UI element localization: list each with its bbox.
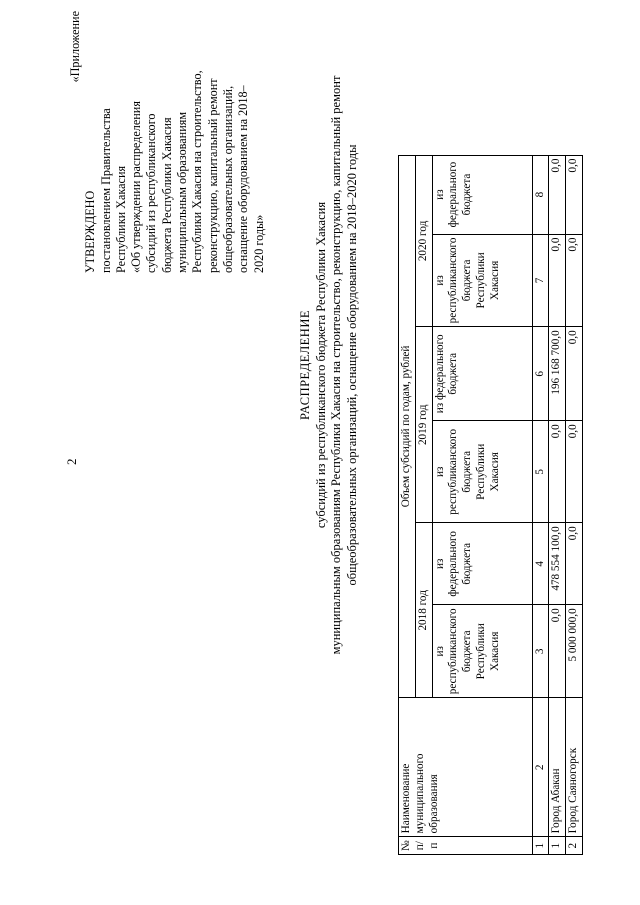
approved-label: УТВЕРЖДЕНО xyxy=(83,190,98,273)
header-year-2018: 2018 год xyxy=(415,523,432,698)
value-cell: 5 000 000,0 xyxy=(566,605,583,698)
column-number: 2 xyxy=(532,698,549,837)
value-cell: 0,0 xyxy=(549,234,566,327)
value-cell: 0,0 xyxy=(566,523,583,605)
value-cell: 0,0 xyxy=(566,327,583,421)
value-cell: 0,0 xyxy=(549,421,566,523)
title-line: общеобразовательных организаций, оснащение оборудованием на 2018–2020 годы xyxy=(344,144,359,586)
value-cell: 478 554 100,0 xyxy=(549,523,566,605)
value-cell: 0,0 xyxy=(549,605,566,698)
subheader-federal: из федерального бюджета xyxy=(432,327,532,421)
approval-line: «Об утверждении распределения xyxy=(129,101,144,273)
column-number: 1 xyxy=(532,837,549,855)
subheader-republican: из республиканского бюджета Республики Хакасия xyxy=(432,421,532,523)
subsidy-table xyxy=(398,155,583,855)
value-cell: 0,0 xyxy=(566,234,583,327)
approval-line: муниципальным образованиям xyxy=(175,111,190,273)
header-name: Наименование муниципального образования xyxy=(399,698,533,837)
table-row xyxy=(549,155,566,854)
header-volume: Объем субсидий по годам, рублей xyxy=(399,155,416,698)
header-year-2019: 2019 год xyxy=(415,327,432,523)
title-line: субсидий из республиканского бюджета Республики Хакасия xyxy=(313,201,328,529)
municipality-name: Город Саяногорск xyxy=(566,698,583,837)
subheader-federal: из федерального бюджета xyxy=(432,155,532,234)
value-cell: 0,0 xyxy=(566,421,583,523)
row-number: 1 xyxy=(549,837,566,855)
subheader-republican: из республиканского бюджета Республики Хакасия xyxy=(432,234,532,327)
approval-line: Республики Хакасия xyxy=(113,165,128,273)
approval-block xyxy=(68,11,267,273)
column-number: 8 xyxy=(532,155,549,234)
column-number: 7 xyxy=(532,234,549,327)
subheader-federal: из федерального бюджета xyxy=(432,523,532,605)
value-cell: 196 168 700,0 xyxy=(549,327,566,421)
header-number: № п/п xyxy=(399,837,533,855)
title-line: муниципальным образованиям Республики Хакасия на строительство, реконструкцию, капитальный ремонт xyxy=(329,75,344,655)
header-year-2020: 2020 год xyxy=(415,155,432,327)
municipality-name: Город Абакан xyxy=(549,698,566,837)
title-heading: РАСПРЕДЕЛЕНИЕ xyxy=(298,310,312,421)
page-number: 2 xyxy=(64,458,79,465)
approval-line: общеобразовательных организаций, xyxy=(220,85,235,273)
approval-line: Республики Хакасия на строительство, xyxy=(190,70,205,273)
approval-line: оснащение оборудованием на 2018– xyxy=(236,85,251,273)
document-title xyxy=(298,0,360,755)
column-number: 6 xyxy=(532,327,549,421)
appendix-label: «Приложение xyxy=(68,11,82,83)
approval-line: субсидий из республиканского xyxy=(144,113,159,273)
subheader-republican: из республиканского бюджета Республики Хакасия xyxy=(432,605,532,698)
column-number: 5 xyxy=(532,421,549,523)
column-number: 4 xyxy=(532,523,549,605)
table-row xyxy=(566,155,583,854)
approval-line: бюджета Республики Хакасия xyxy=(159,117,174,273)
value-cell: 0,0 xyxy=(566,155,583,234)
column-number: 3 xyxy=(532,605,549,698)
approval-line: реконструкцию, капитальный ремонт xyxy=(205,78,220,273)
approval-line: 2020 годы» xyxy=(251,214,266,273)
column-number-row xyxy=(532,155,549,854)
approval-line: постановлением Правительства xyxy=(98,108,113,273)
row-number: 2 xyxy=(566,837,583,855)
value-cell: 0,0 xyxy=(549,155,566,234)
